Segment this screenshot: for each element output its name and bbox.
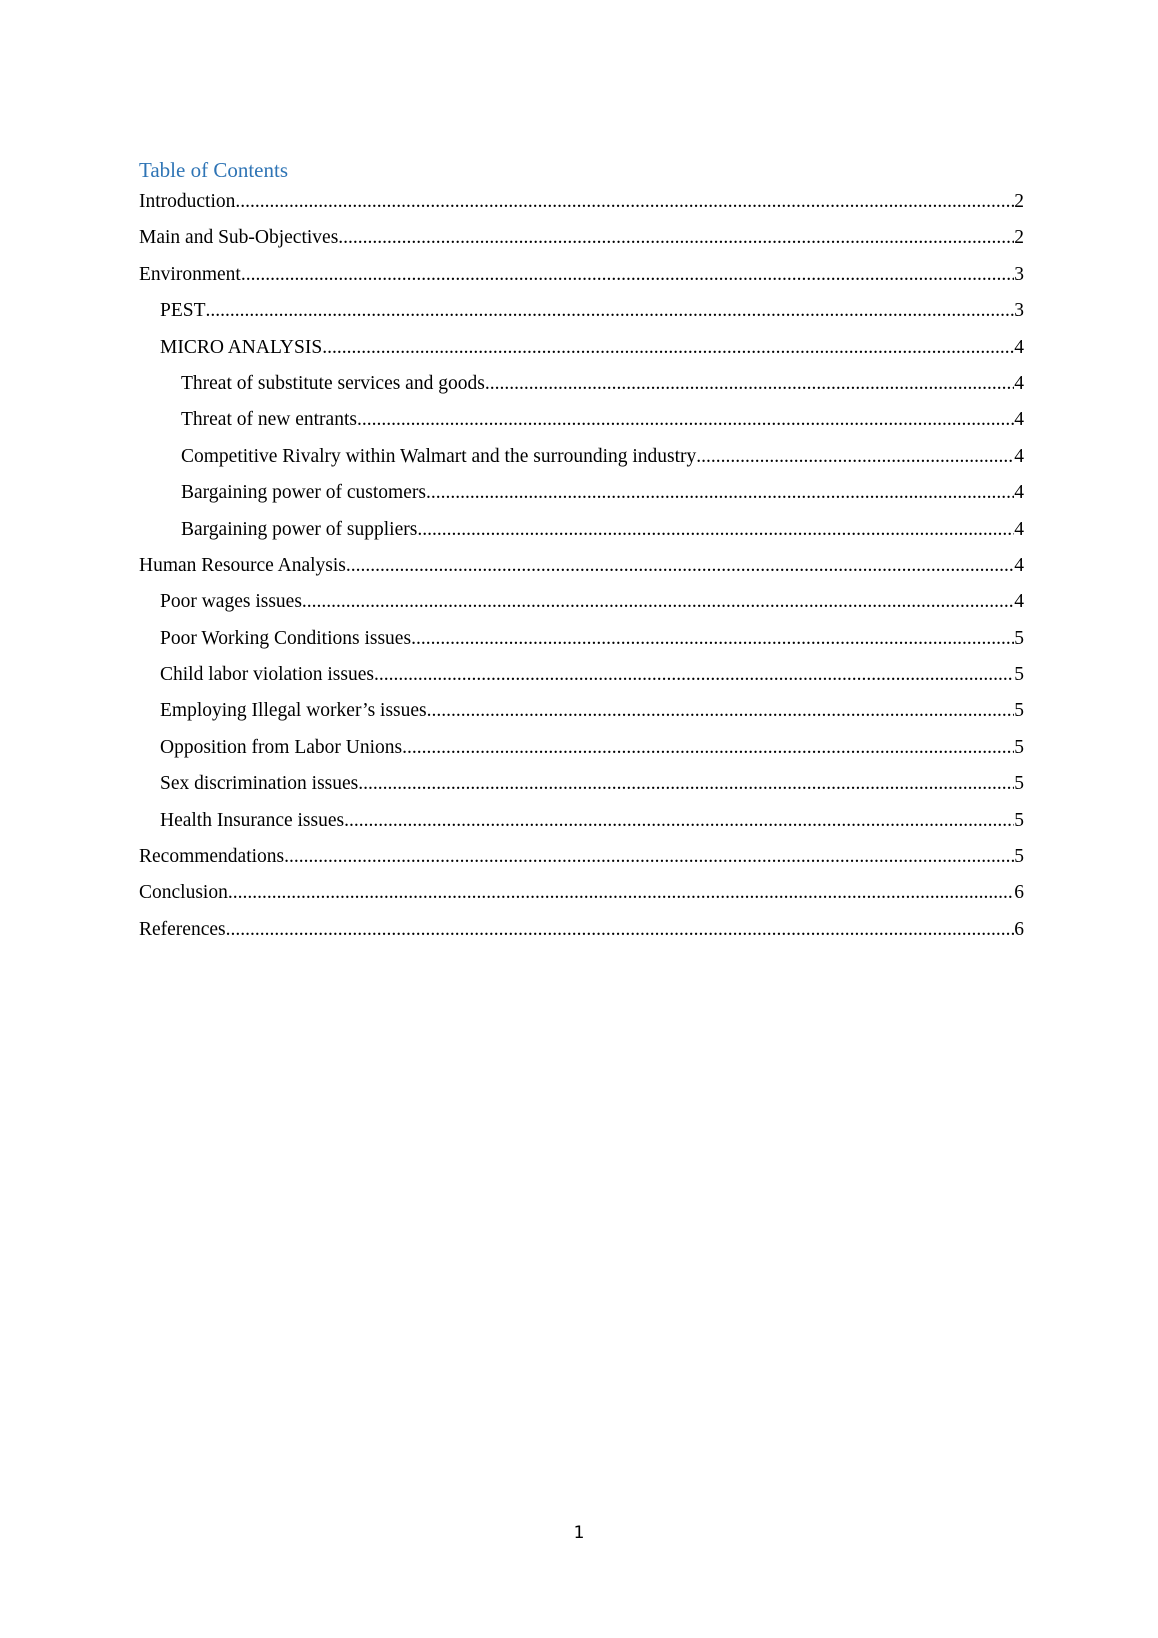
toc-entry-label: Main and Sub-Objectives	[139, 227, 339, 249]
toc-dot-leader	[322, 336, 1014, 360]
toc-dot-leader	[284, 845, 1014, 869]
toc-entry-label: Opposition from Labor Unions	[160, 736, 403, 758]
toc-entry-page: 2	[1014, 191, 1024, 212]
toc-entry-label: Health Insurance issues	[160, 809, 345, 831]
toc-entry-page: 4	[1014, 554, 1024, 576]
table-of-contents	[139, 190, 1024, 954]
page-number: 1	[573, 1523, 585, 1543]
toc-dot-leader	[226, 918, 1015, 942]
toc-entry-page: 5	[1014, 627, 1024, 649]
toc-dot-leader	[344, 809, 1014, 833]
toc-entry-page: 4	[1014, 591, 1024, 613]
toc-entry-page: 5	[1014, 664, 1024, 686]
toc-entry-label: Environment	[139, 263, 241, 285]
toc-entry-competitive-rivalry[interactable]	[139, 445, 1024, 481]
toc-dot-leader	[411, 627, 1014, 651]
toc-entry-label: Bargaining power of customers	[181, 482, 426, 504]
toc-dot-leader	[402, 736, 1014, 760]
toc-dot-leader	[346, 554, 1014, 578]
toc-entry-environment[interactable]	[139, 263, 1024, 299]
toc-entry-label: Child labor violation issues	[160, 664, 374, 686]
toc-entry-sex-discrimination[interactable]	[139, 772, 1024, 808]
toc-entry-main-and-sub-objectives[interactable]	[139, 226, 1024, 262]
toc-title: Table of Contents	[139, 158, 288, 182]
toc-entry-page: 5	[1014, 736, 1024, 758]
toc-entry-page: 2	[1014, 227, 1024, 249]
toc-dot-leader	[374, 663, 1014, 687]
toc-dot-leader	[357, 408, 1014, 432]
toc-entry-page: 6	[1014, 918, 1024, 940]
toc-entry-label: References	[139, 918, 226, 940]
toc-dot-leader	[485, 372, 1014, 396]
toc-entry-human-resource-analysis[interactable]	[139, 554, 1024, 590]
toc-dot-leader	[338, 226, 1014, 250]
toc-entry-label: Employing Illegal worker’s issues	[160, 700, 427, 722]
toc-entry-labor-unions[interactable]	[139, 736, 1024, 772]
toc-entry-page: 4	[1014, 372, 1024, 394]
toc-dot-leader	[206, 299, 1015, 323]
toc-entry-label: Threat of new entrants	[181, 409, 357, 431]
toc-entry-recommendations[interactable]	[139, 845, 1024, 881]
toc-entry-threat-of-substitutes[interactable]	[139, 372, 1024, 408]
toc-entry-micro-analysis[interactable]	[139, 336, 1024, 372]
toc-entry-introduction[interactable]	[139, 190, 1024, 226]
toc-entry-page: 5	[1014, 846, 1024, 868]
toc-entry-page: 4	[1014, 336, 1024, 358]
toc-entry-bargaining-power-suppliers[interactable]	[139, 518, 1024, 554]
toc-entry-label: PEST	[160, 300, 206, 322]
toc-entry-label: Poor wages issues	[160, 591, 302, 613]
toc-entry-label: Conclusion	[139, 882, 228, 904]
toc-entry-label: Competitive Rivalry within Walmart and the surrounding industry	[181, 445, 697, 467]
toc-entry-references[interactable]	[139, 918, 1024, 954]
toc-entry-poor-wages[interactable]	[139, 590, 1024, 626]
toc-entry-page: 5	[1014, 700, 1024, 722]
toc-entry-label: Human Resource Analysis	[139, 554, 346, 576]
toc-entry-label: Sex discrimination issues	[160, 773, 359, 795]
toc-entry-page: 5	[1014, 773, 1024, 795]
toc-dot-leader	[235, 190, 1014, 214]
toc-entry-label: MICRO ANALYSIS	[160, 336, 323, 358]
toc-entry-child-labor[interactable]	[139, 663, 1024, 699]
toc-dot-leader	[426, 481, 1014, 505]
toc-dot-leader	[417, 518, 1014, 542]
toc-dot-leader	[241, 263, 1014, 287]
toc-entry-page: 3	[1014, 263, 1024, 285]
toc-entry-bargaining-power-customers[interactable]	[139, 481, 1024, 517]
toc-entry-poor-working-conditions[interactable]	[139, 627, 1024, 663]
toc-dot-leader	[358, 772, 1014, 796]
toc-entry-label: Bargaining power of suppliers	[181, 518, 418, 540]
toc-entry-threat-of-new-entrants[interactable]	[139, 408, 1024, 444]
toc-entry-page: 4	[1014, 409, 1024, 431]
toc-entry-page: 4	[1014, 518, 1024, 540]
toc-entry-page: 6	[1014, 882, 1024, 904]
toc-entry-illegal-workers[interactable]	[139, 699, 1024, 735]
toc-entry-pest[interactable]	[139, 299, 1024, 335]
toc-entry-page: 4	[1014, 445, 1024, 467]
toc-entry-label: Recommendations	[139, 846, 285, 868]
toc-dot-leader	[696, 445, 1014, 469]
toc-entry-label: Poor Working Conditions issues	[160, 627, 412, 649]
toc-entry-health-insurance[interactable]	[139, 809, 1024, 845]
toc-entry-label: Threat of substitute services and goods	[181, 372, 485, 394]
toc-dot-leader	[427, 699, 1015, 723]
toc-entry-page: 4	[1014, 482, 1024, 504]
toc-dot-leader	[228, 881, 1014, 905]
toc-entry-page: 5	[1014, 809, 1024, 831]
toc-entry-conclusion[interactable]	[139, 881, 1024, 917]
toc-entry-label: Introduction	[139, 191, 236, 212]
toc-entry-page: 3	[1014, 300, 1024, 322]
toc-dot-leader	[302, 590, 1014, 614]
